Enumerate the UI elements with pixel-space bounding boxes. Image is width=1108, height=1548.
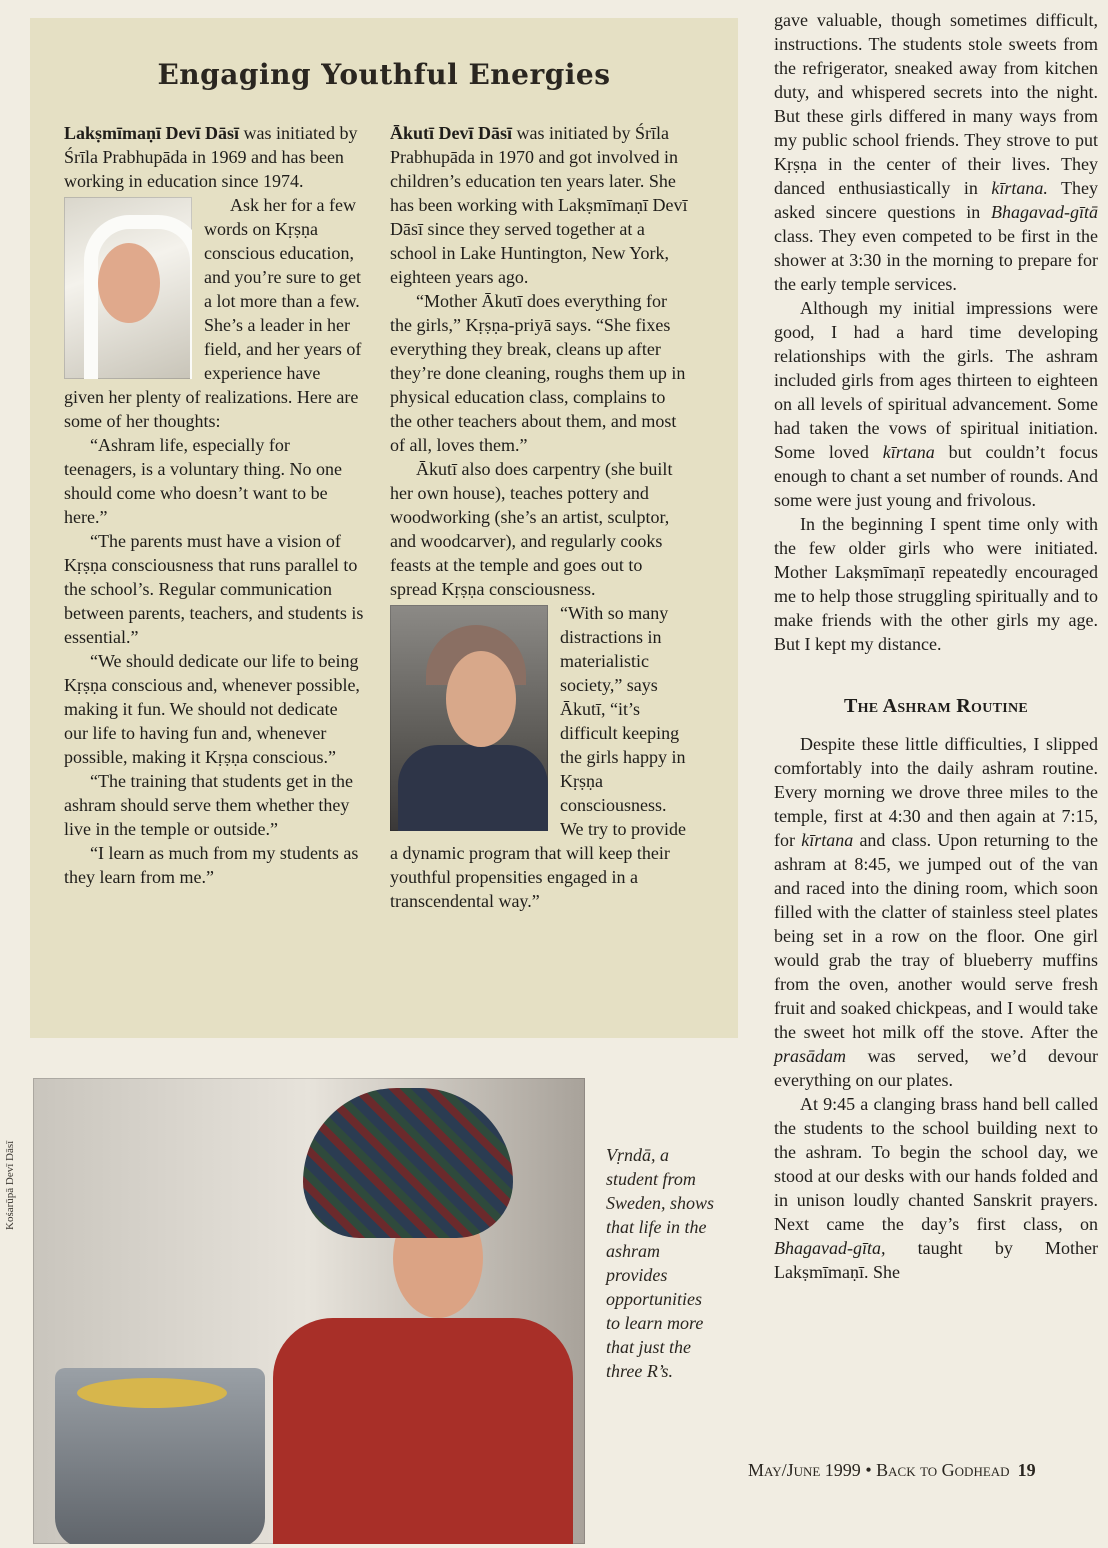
section-heading: The Ashram Routine xyxy=(843,695,1029,717)
magazine-name: Back to Godhead xyxy=(876,1460,1010,1480)
quote: “Ashram life, especially for teenagers, is a voluntary thing. No one should come who doesn’t want to be here.” xyxy=(64,435,342,527)
quote: “We should dedicate our life to being Kṛṣṇa conscious and, whenever possible, making it fun. We should not dedicate our life to having fun and, whenever possible, making it Kṛṣṇa conscious.” xyxy=(64,651,360,767)
photo-credit: Kośarūpā Devī Dāsī xyxy=(4,1140,16,1230)
sidebar-title: Engaging Youthful Energies xyxy=(157,58,611,91)
name-akuti: Ākutī Devī Dāsī xyxy=(390,123,513,143)
bio-text: was initiated by Śrīla Prabhupāda in 1970 and got involved in children’s education ten years later. She has been working with Lakṣmīmaṇī Devī Dāsī since they served together at a school in Lake Huntington, New York, eighteen years ago. xyxy=(390,123,688,287)
sidebar-box xyxy=(30,18,738,1038)
article-paragraph: Although my initial impressions were good, I had a hard time developing relationships with the girls. The ashram included girls from ages thirteen to eighteen on all levels of spiritual advancement. Some had taken the vows of spiritual initiation. Some loved kīrtana but couldn’t focus enough to chant a set number of rounds. And some were just young and frivolous. xyxy=(774,298,1098,510)
quote: “I learn as much from my students as they learn from me.” xyxy=(64,843,359,887)
quote: “Mother Ākutī does everything for the girls,” Kṛṣṇa-priyā says. “She fixes everything they break, cleans up after they’re done cleaning, roughs them up in physical education class, complains to the other teachers about them, and most of all, loves them.” xyxy=(390,291,686,455)
caption-line: Vṛndā, a xyxy=(606,1145,669,1165)
caption-line: provides xyxy=(606,1265,668,1285)
article-paragraph: At 9:45 a clanging brass hand bell called the students to the school building next to the ashram. To begin the school day, we stood at our desks with our hands folded and in unison loudly chanted Sanskrit prayers. Next came the day’s first class, on Bhagavad-gīta, taught by Mother Lakṣmīmaṇī. She xyxy=(774,1094,1098,1282)
caption-line: student from xyxy=(606,1169,696,1189)
paragraph-text: Ask her for a few words on Kṛṣṇa conscious education, and you’re sure to get a lot more than a few. She’s a leader in her field, and her years of experience have given her plenty of realizations. Here are some of her thoughts: xyxy=(64,195,362,431)
bio-lakshmimani xyxy=(64,121,364,193)
article-paragraph: Despite these little difficulties, I slipped comfortably into the daily ashram routine. Every morning we drove three miles to the temple, first at 4:30 and then again at 7:15, for kīrtana and class. Upon returning to the ashram at 8:45, we jumped out of the van and raced into the dining room, which soon filled with the clatter of stainless steel plates being set in a row on the floor. One girl would grab the tray of blueberry muffins from the oven, another would serve fresh fruit and soaked chickpeas, and I would take the sweet hot milk off the stove. After the prasādam was served, we’d devour everything on our plates. xyxy=(774,734,1098,1090)
portrait-photo-akuti xyxy=(390,605,548,831)
footer-separator: • xyxy=(860,1460,877,1480)
page-footer xyxy=(748,1460,1100,1481)
bio-akuti xyxy=(390,121,690,289)
caption-line: opportunities xyxy=(606,1289,703,1309)
main-article-column xyxy=(774,8,1098,1284)
caption-line: ashram xyxy=(606,1241,661,1261)
bio-text: was initiated by Śrīla Prabhupāda in 1969 and has been working in education since 1974. xyxy=(64,123,358,191)
quote xyxy=(390,601,690,913)
sidebar-column-2 xyxy=(390,121,690,913)
name-lakshmimani: Lakṣmīmaṇī Devī Dāsī xyxy=(64,123,240,143)
cooking-photo xyxy=(33,1078,585,1544)
quote-text: “With so many distractions in materialistic society,” says Ākutī, “it’s difficult keeping the girls happy in Kṛṣṇa consciousness. We try to provide a dynamic program that will keep their youthful propensities engaged in a transcendental way.” xyxy=(390,603,687,911)
quote: “The training that students get in the ashram should serve them whether they live in the temple or outside.” xyxy=(64,771,353,839)
article-paragraph: In the beginning I spent time only with the few older girls who were initiated. Mother Lakṣmīmaṇī repeatedly encouraged me to help those struggling spiritually and to make friends with the other girls my age. But I kept my distance. xyxy=(774,514,1098,654)
article-paragraph: gave valuable, though sometimes difficult, instructions. The students stole sweets from the refrigerator, sneaked away from kitchen duty, and whispered secrets into the night. But these girls differed in many ways from my public school friends. They strove to put Kṛṣṇa in the center of their lives. They danced enthusiastically in kīrtana. They asked sincere questions in Bhagavad-gītā class. They even competed to be first in the shower at 3:30 in the morning to prepare for the early temple services. xyxy=(774,10,1098,294)
paragraph xyxy=(64,193,364,433)
caption-line: three R’s. xyxy=(606,1361,673,1381)
caption-line: that just the xyxy=(606,1337,691,1357)
portrait-photo-lakshmimani xyxy=(64,197,192,379)
caption-line: to learn more xyxy=(606,1313,704,1333)
issue-date: May/June 1999 xyxy=(748,1460,861,1480)
caption-line: Sweden, shows xyxy=(606,1193,714,1213)
sidebar-column-1 xyxy=(64,121,364,889)
photo-caption xyxy=(606,1143,736,1383)
page-number: 19 xyxy=(1017,1460,1036,1480)
caption-line: that life in the xyxy=(606,1217,707,1237)
quote: “The parents must have a vision of Kṛṣṇa consciousness that runs parallel to the school’s. Regular communication between parents, teachers, and students is essential.” xyxy=(64,531,364,647)
paragraph: Ākutī also does carpentry (she built her own house), teaches pottery and woodworking (she’s an artist, sculptor, and woodcarver), and regularly cooks feasts at the temple and goes out to spread Kṛṣṇa consciousness. xyxy=(390,459,673,599)
